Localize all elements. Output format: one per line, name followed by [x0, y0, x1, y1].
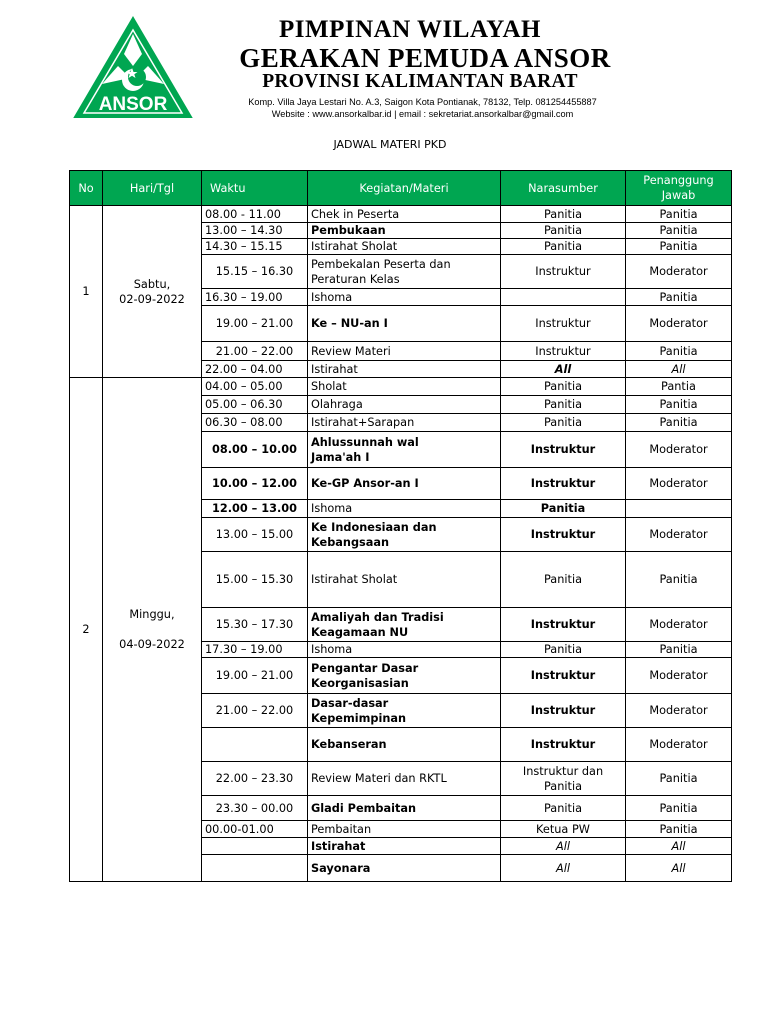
- day-date: Minggu, 04-09-2022: [103, 378, 202, 882]
- pic-cell: Pantia: [626, 378, 732, 396]
- org-line-3: PROVINSI KALIMANTAN BARAT: [262, 71, 578, 92]
- pic-cell: Moderator: [626, 694, 732, 728]
- activity-cell: Review Materi dan RKTL: [308, 762, 501, 796]
- org-line-1: PIMPINAN WILAYAH: [279, 16, 541, 43]
- time-cell: 19.00 – 21.00: [202, 658, 308, 694]
- pic-cell: [626, 500, 732, 518]
- activity-cell: Ishoma: [308, 289, 501, 306]
- activity-cell: Gladi Pembaitan: [308, 796, 501, 821]
- header-narasumber: Narasumber: [501, 171, 626, 206]
- activity-cell: Ke-GP Ansor-an I: [308, 468, 501, 500]
- pic-cell: All: [626, 855, 732, 882]
- speaker-cell: Instruktur: [501, 342, 626, 361]
- pic-cell: Moderator: [626, 658, 732, 694]
- time-cell: 22.00 – 04.00: [202, 361, 308, 378]
- table-row: [70, 206, 732, 223]
- pic-cell: Moderator: [626, 432, 732, 468]
- pic-cell: Panitia: [626, 223, 732, 239]
- time-cell: [202, 838, 308, 855]
- pic-cell: Moderator: [626, 728, 732, 762]
- pic-cell: Panitia: [626, 821, 732, 838]
- time-cell: 21.00 – 22.00: [202, 342, 308, 361]
- speaker-cell: All: [501, 838, 626, 855]
- table-header-row: [70, 171, 732, 206]
- pic-cell: Panitia: [626, 796, 732, 821]
- speaker-cell: Instruktur: [501, 255, 626, 289]
- pic-cell: Panitia: [626, 642, 732, 658]
- time-cell: [202, 855, 308, 882]
- time-cell: 15.15 – 16.30: [202, 255, 308, 289]
- activity-cell: Istirahat Sholat: [308, 239, 501, 255]
- time-cell: 21.00 – 22.00: [202, 694, 308, 728]
- speaker-cell: Panitia: [501, 206, 626, 223]
- speaker-cell: Panitia: [501, 552, 626, 608]
- time-cell: 04.00 – 05.00: [202, 378, 308, 396]
- speaker-cell: Instruktur: [501, 694, 626, 728]
- day-number: 1: [70, 206, 103, 378]
- speaker-cell: Instruktur: [501, 608, 626, 642]
- speaker-cell: Instruktur: [501, 728, 626, 762]
- activity-cell: Chek in Peserta: [308, 206, 501, 223]
- time-cell: 12.00 – 13.00: [202, 500, 308, 518]
- activity-cell: Ishoma: [308, 642, 501, 658]
- speaker-cell: Instruktur: [501, 306, 626, 342]
- activity-cell: Pembaitan: [308, 821, 501, 838]
- speaker-cell: All: [501, 361, 626, 378]
- pic-cell: Panitia: [626, 342, 732, 361]
- time-cell: 22.00 – 23.30: [202, 762, 308, 796]
- ansor-logo: [72, 16, 194, 120]
- activity-cell: Olahraga: [308, 396, 501, 414]
- speaker-cell: [501, 289, 626, 306]
- activity-cell: Pembekalan Peserta dan Peraturan Kelas: [308, 255, 501, 289]
- time-cell: 15.30 – 17.30: [202, 608, 308, 642]
- time-cell: 17.30 – 19.00: [202, 642, 308, 658]
- day-number: 2: [70, 378, 103, 882]
- header-no: No: [70, 171, 103, 206]
- pic-cell: Panitia: [626, 289, 732, 306]
- pic-cell: Moderator: [626, 518, 732, 552]
- pic-cell: Panitia: [626, 762, 732, 796]
- pic-cell: Panitia: [626, 396, 732, 414]
- activity-cell: Istirahat: [308, 838, 501, 855]
- activity-cell: Dasar-dasar Kepemimpinan: [308, 694, 501, 728]
- time-cell: 13.00 – 14.30: [202, 223, 308, 239]
- pic-cell: Moderator: [626, 255, 732, 289]
- time-cell: 15.00 – 15.30: [202, 552, 308, 608]
- activity-cell: Ahlussunnah wal Jama'ah I: [308, 432, 501, 468]
- speaker-cell: Panitia: [501, 500, 626, 518]
- speaker-cell: Panitia: [501, 378, 626, 396]
- speaker-cell: Ketua PW: [501, 821, 626, 838]
- pic-cell: Panitia: [626, 239, 732, 255]
- time-cell: 05.00 – 06.30: [202, 396, 308, 414]
- header-waktu: Waktu: [202, 171, 308, 206]
- time-cell: 06.30 – 08.00: [202, 414, 308, 432]
- speaker-cell: Panitia: [501, 396, 626, 414]
- header-kegiatan: Kegiatan/Materi: [308, 171, 501, 206]
- time-cell: 19.00 – 21.00: [202, 306, 308, 342]
- org-line-2: GERAKAN PEMUDA ANSOR: [239, 43, 611, 73]
- header-hari: Hari/Tgl: [103, 171, 202, 206]
- logo-text: ANSOR: [98, 94, 168, 115]
- pic-cell: All: [626, 361, 732, 378]
- activity-cell: Sayonara: [308, 855, 501, 882]
- time-cell: 08.00 - 11.00: [202, 206, 308, 223]
- speaker-cell: Instruktur: [501, 432, 626, 468]
- speaker-cell: Instruktur: [501, 518, 626, 552]
- time-cell: 10.00 – 12.00: [202, 468, 308, 500]
- activity-cell: Ke Indonesiaan dan Kebangsaan: [308, 518, 501, 552]
- schedule-table: [69, 170, 732, 882]
- time-cell: 23.30 – 00.00: [202, 796, 308, 821]
- activity-cell: Pengantar Dasar Keorganisasian: [308, 658, 501, 694]
- activity-cell: Review Materi: [308, 342, 501, 361]
- pic-cell: Panitia: [626, 206, 732, 223]
- pic-cell: All: [626, 838, 732, 855]
- pic-cell: Moderator: [626, 468, 732, 500]
- org-website: Website : www.ansorkalbar.id | email : sekretariat.ansorkalbar@gmail.com: [271, 109, 574, 119]
- time-cell: 16.30 – 19.00: [202, 289, 308, 306]
- activity-cell: Istirahat: [308, 361, 501, 378]
- speaker-cell: Panitia: [501, 796, 626, 821]
- speaker-cell: All: [501, 855, 626, 882]
- activity-cell: Amaliyah dan Tradisi Keagamaan NU: [308, 608, 501, 642]
- pic-cell: Moderator: [626, 306, 732, 342]
- speaker-cell: Panitia: [501, 414, 626, 432]
- activity-cell: Kebanseran: [308, 728, 501, 762]
- document-title: JADWAL MATERI PKD: [333, 138, 447, 151]
- speaker-cell: Panitia: [501, 223, 626, 239]
- time-cell: 00.00-01.00: [202, 821, 308, 838]
- org-address: Komp. Villa Jaya Lestari No. A.3, Saigon Kota Pontianak, 78132, Telp. 081254455887: [248, 97, 597, 107]
- time-cell: 14.30 – 15.15: [202, 239, 308, 255]
- activity-cell: Ishoma: [308, 500, 501, 518]
- pic-cell: Moderator: [626, 608, 732, 642]
- activity-cell: Sholat: [308, 378, 501, 396]
- day-date: Sabtu, 02-09-2022: [103, 206, 202, 378]
- speaker-cell: Panitia: [501, 642, 626, 658]
- pic-cell: Panitia: [626, 414, 732, 432]
- activity-cell: Pembukaan: [308, 223, 501, 239]
- table-row: [70, 378, 732, 396]
- time-cell: [202, 728, 308, 762]
- time-cell: 08.00 – 10.00: [202, 432, 308, 468]
- speaker-cell: Instruktur: [501, 468, 626, 500]
- pic-cell: Panitia: [626, 552, 732, 608]
- time-cell: 13.00 – 15.00: [202, 518, 308, 552]
- header-penanggung-jawab: Penanggung Jawab: [626, 171, 732, 206]
- speaker-cell: Panitia: [501, 239, 626, 255]
- activity-cell: Ke – NU-an I: [308, 306, 501, 342]
- activity-cell: Istirahat Sholat: [308, 552, 501, 608]
- speaker-cell: Instruktur: [501, 658, 626, 694]
- speaker-cell: Instruktur dan Panitia: [501, 762, 626, 796]
- activity-cell: Istirahat+Sarapan: [308, 414, 501, 432]
